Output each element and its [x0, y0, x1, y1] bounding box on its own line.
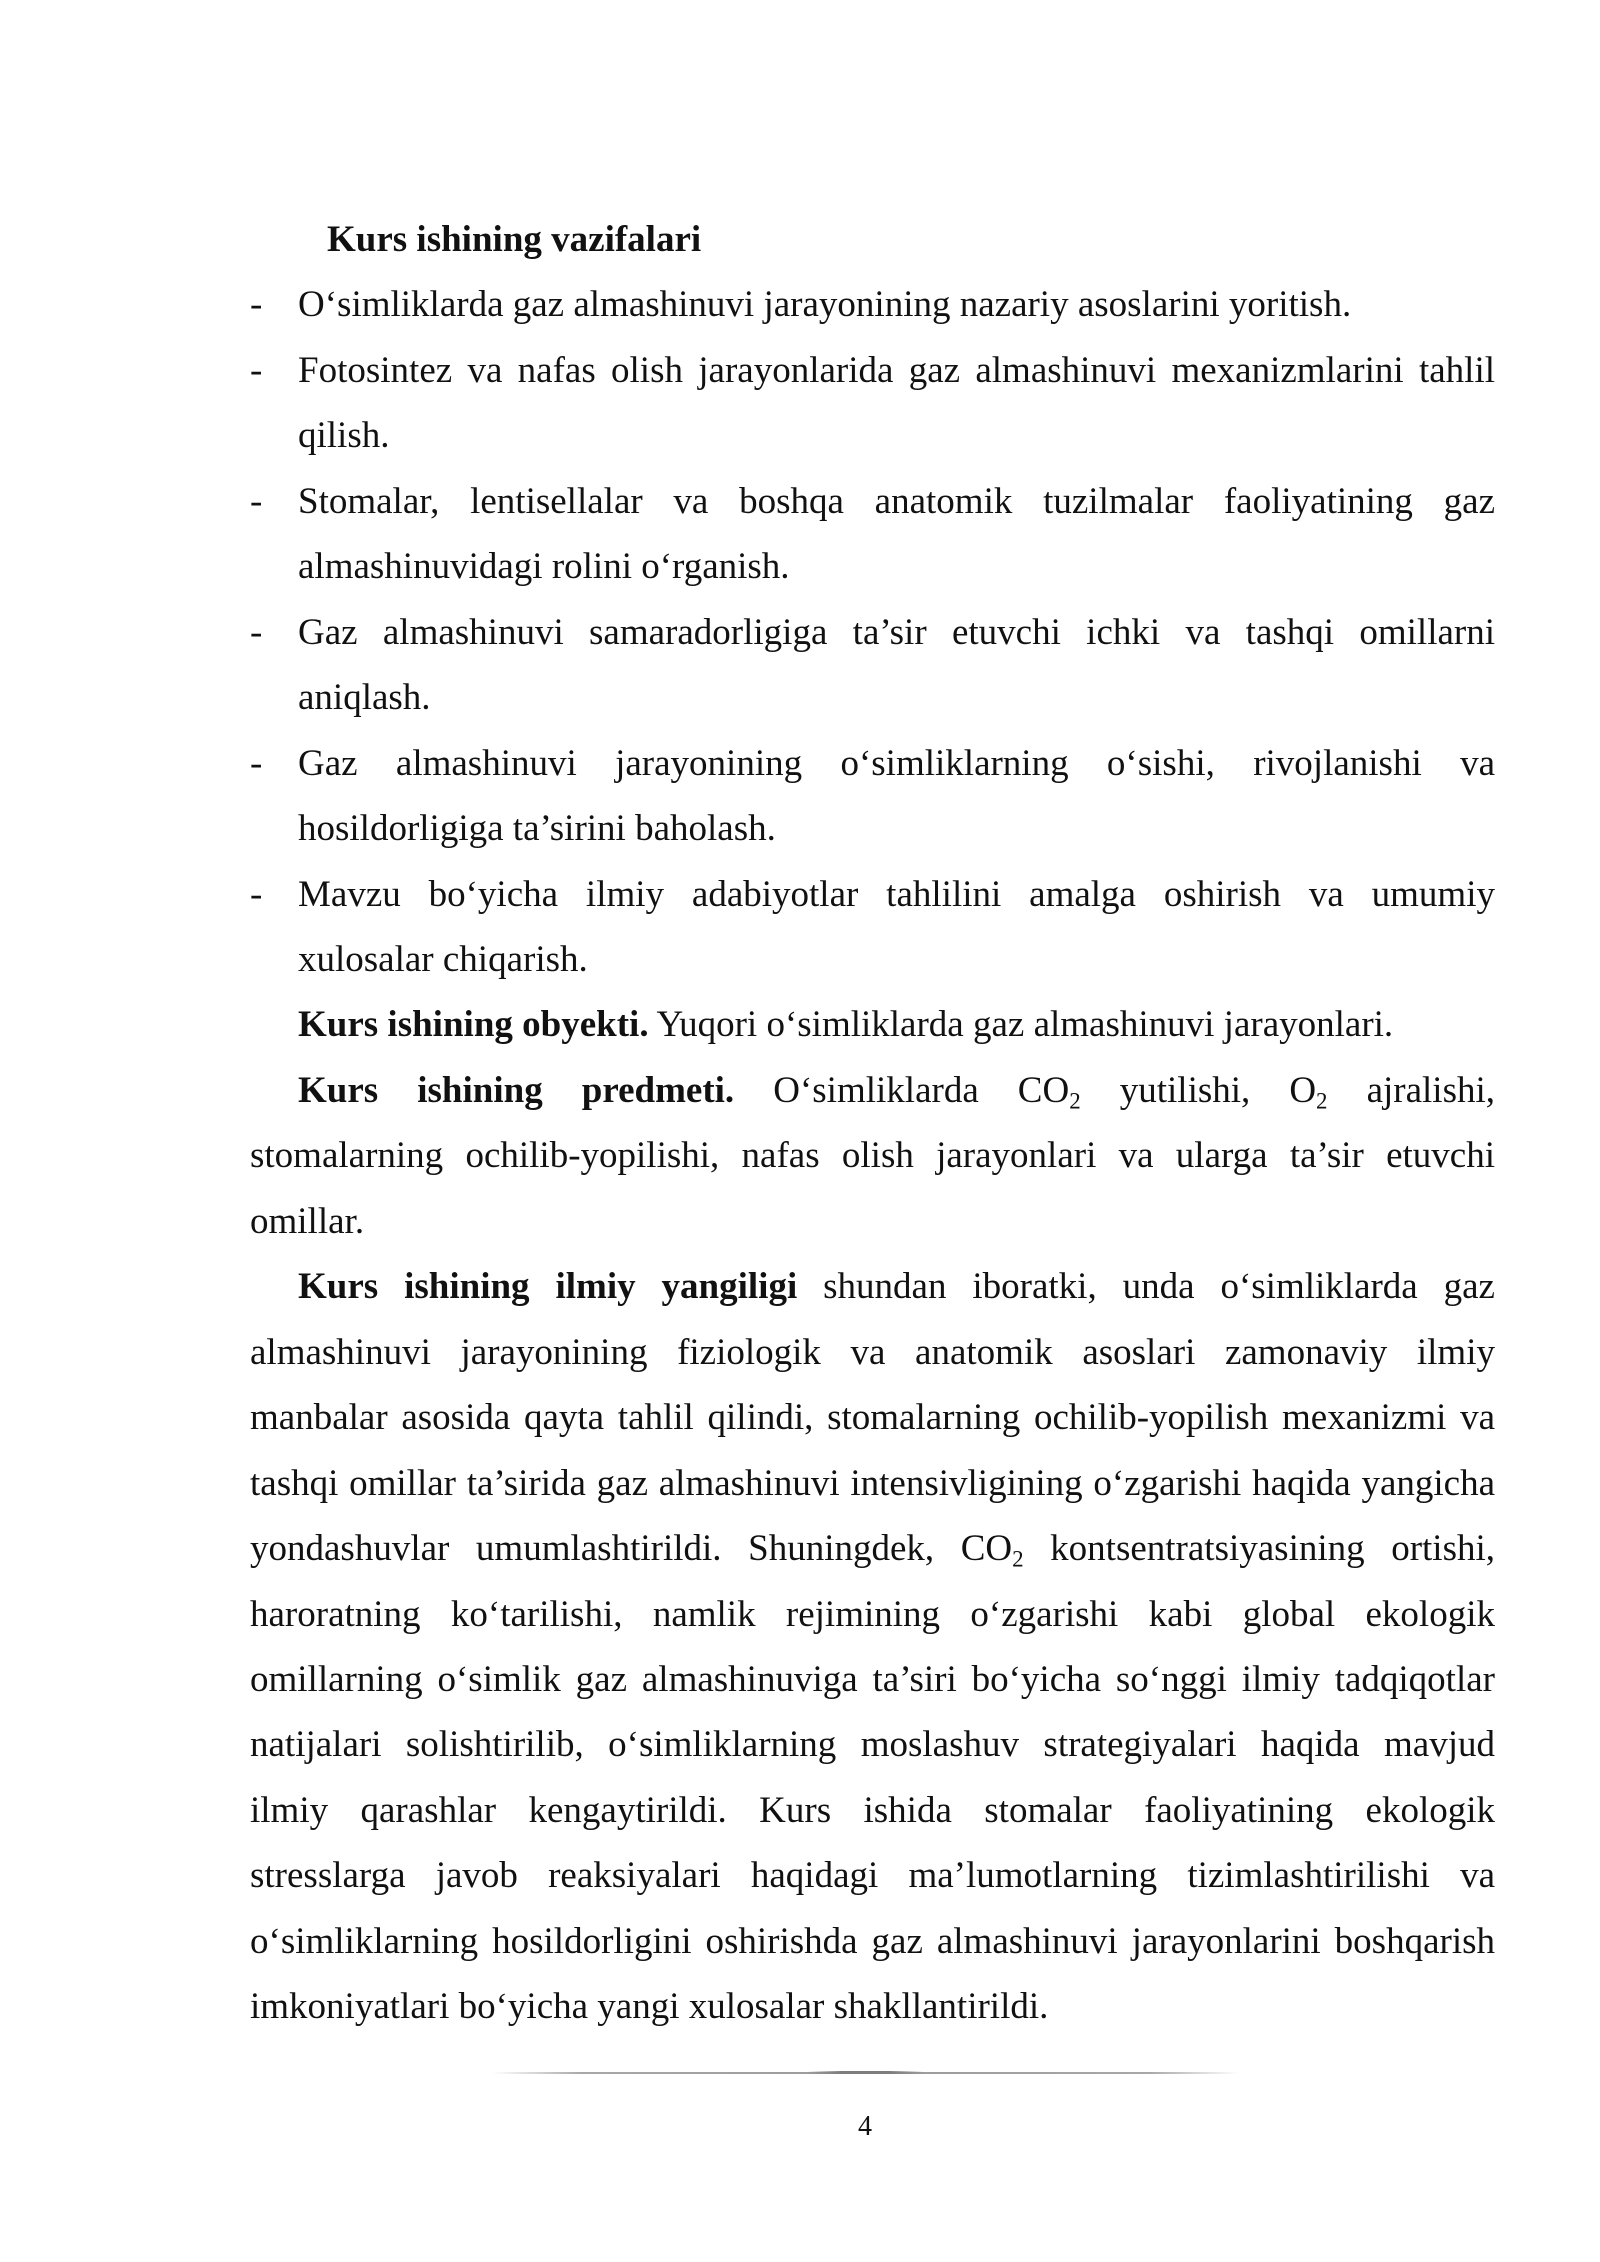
task-item-line: aniqlash. — [298, 677, 431, 719]
list-bullet: - — [250, 611, 263, 653]
text-run: shundan iboratki, unda o‘simliklarda gaz — [797, 1266, 1495, 1308]
paragraph-line: tashqi omillar ta’sirida gaz almashinuvi intensivligining o‘zgarishi haqida yangicha — [250, 1462, 1495, 1504]
paragraph-line: stresslarga javob reaksiyalari haqidagi ma’lumotlarning tizimlashtirilishi va — [250, 1855, 1495, 1897]
paragraph-object — [250, 992, 1495, 1057]
paragraph-line — [250, 992, 1495, 1057]
list-bullet: - — [250, 873, 263, 915]
text-run: kontsentratsiyasining ortishi, — [1023, 1528, 1496, 1570]
paragraph-line: haroratning ko‘tarilishi, namlik rejimining o‘zgarishi kabi global ekologik — [250, 1593, 1495, 1635]
task-item-5 — [250, 731, 1495, 862]
paragraph-line: almashinuvi jarayonining fiziologik va anatomik asoslari zamonaviy ilmiy — [250, 1331, 1495, 1373]
list-bullet: - — [250, 349, 263, 391]
paragraph-line: imkoniyatlari bo‘yicha yangi xulosalar shakllantirildi. — [250, 1986, 1049, 2028]
subscript: 2 — [1316, 1088, 1328, 1114]
footer-divider — [492, 2072, 1239, 2074]
paragraph-line: natijalari solishtirilib, o‘simliklarning moslashuv strategiyalari haqida mavjud — [250, 1724, 1495, 1766]
text-run: O‘simliklarda CO — [734, 1069, 1070, 1111]
paragraph-subject — [250, 1058, 1495, 1254]
paragraph-line: omillar. — [250, 1200, 365, 1242]
text-body — [250, 207, 1495, 2040]
task-item-1 — [250, 272, 1495, 337]
task-item-line: O‘simliklarda gaz almashinuvi jarayonining nazariy asoslarini yoritish. — [298, 284, 1352, 326]
subject-label: Kurs ishining predmeti. — [298, 1069, 735, 1111]
task-item-2 — [250, 338, 1495, 469]
text-run: yondashuvlar umumlashtirildi. Shuningdek, CO — [250, 1528, 1013, 1570]
footer-divider-accent — [807, 2071, 924, 2074]
task-item-6 — [250, 862, 1495, 993]
page-number: 4 — [858, 2111, 872, 2142]
task-item-line: Fotosintez va nafas olish jarayonlarida gaz almashinuvi mexanizmlarini tahlil — [298, 349, 1495, 391]
list-bullet: - — [250, 284, 263, 326]
subscript: 2 — [1012, 1546, 1024, 1572]
object-text: Yuqori o‘simliklarda gaz almashinuvi jarayonlari. — [648, 1004, 1394, 1046]
text-run: yutilishi, O — [1080, 1069, 1317, 1111]
paragraph-line — [250, 1058, 1495, 1123]
tasks-heading: Kurs ishining vazifalari — [327, 219, 702, 260]
paragraph-line: o‘simliklarning hosildorligini oshirishda gaz almashinuvi jarayonlarini boshqarish — [250, 1920, 1495, 1962]
paragraph-novelty — [250, 1254, 1495, 2039]
task-item-3 — [250, 469, 1495, 600]
text-run: ajralishi, — [1327, 1069, 1496, 1111]
novelty-label: Kurs ishining ilmiy yangiligi — [298, 1266, 798, 1308]
paragraph-line — [250, 1516, 1495, 1581]
task-item-line: Mavzu bo‘yicha ilmiy adabiyotlar tahlilini amalga oshirish va umumiy — [298, 873, 1495, 915]
task-item-4 — [250, 600, 1495, 731]
task-item-line: Gaz almashinuvi jarayonining o‘simliklarning o‘sishi, rivojlanishi va — [298, 742, 1495, 784]
task-item-line: almashinuvidagi rolini o‘rganish. — [298, 546, 790, 588]
object-label: Kurs ishining obyekti. — [298, 1004, 649, 1046]
task-item-line: Gaz almashinuvi samaradorligiga ta’sir etuvchi ichki va tashqi omillarni — [298, 611, 1495, 653]
list-bullet: - — [250, 480, 263, 522]
task-item-line: qilish. — [298, 415, 390, 457]
paragraph-line: omillarning o‘simlik gaz almashinuviga ta’siri bo‘yicha so‘nggi ilmiy tadqiqotlar — [250, 1658, 1495, 1700]
task-item-line: xulosalar chiqarish. — [298, 938, 588, 980]
paragraph-line: ilmiy qarashlar kengaytirildi. Kurs ishida stomalar faoliyatining ekologik — [250, 1789, 1495, 1831]
subscript: 2 — [1069, 1088, 1081, 1114]
paragraph-line — [250, 1254, 1495, 1319]
paragraph-line: manbalar asosida qayta tahlil qilindi, stomalarning ochilib-yopilish mexanizmi va — [250, 1397, 1495, 1439]
paragraph-line: stomalarning ochilib-yopilishi, nafas olish jarayonlari va ularga ta’sir etuvchi — [250, 1135, 1495, 1177]
list-bullet: - — [250, 742, 263, 784]
task-item-line: hosildorligiga ta’sirini baholash. — [298, 808, 776, 850]
task-item-line: Stomalar, lentisellalar va boshqa anatomik tuzilmalar faoliyatining gaz — [298, 480, 1495, 522]
